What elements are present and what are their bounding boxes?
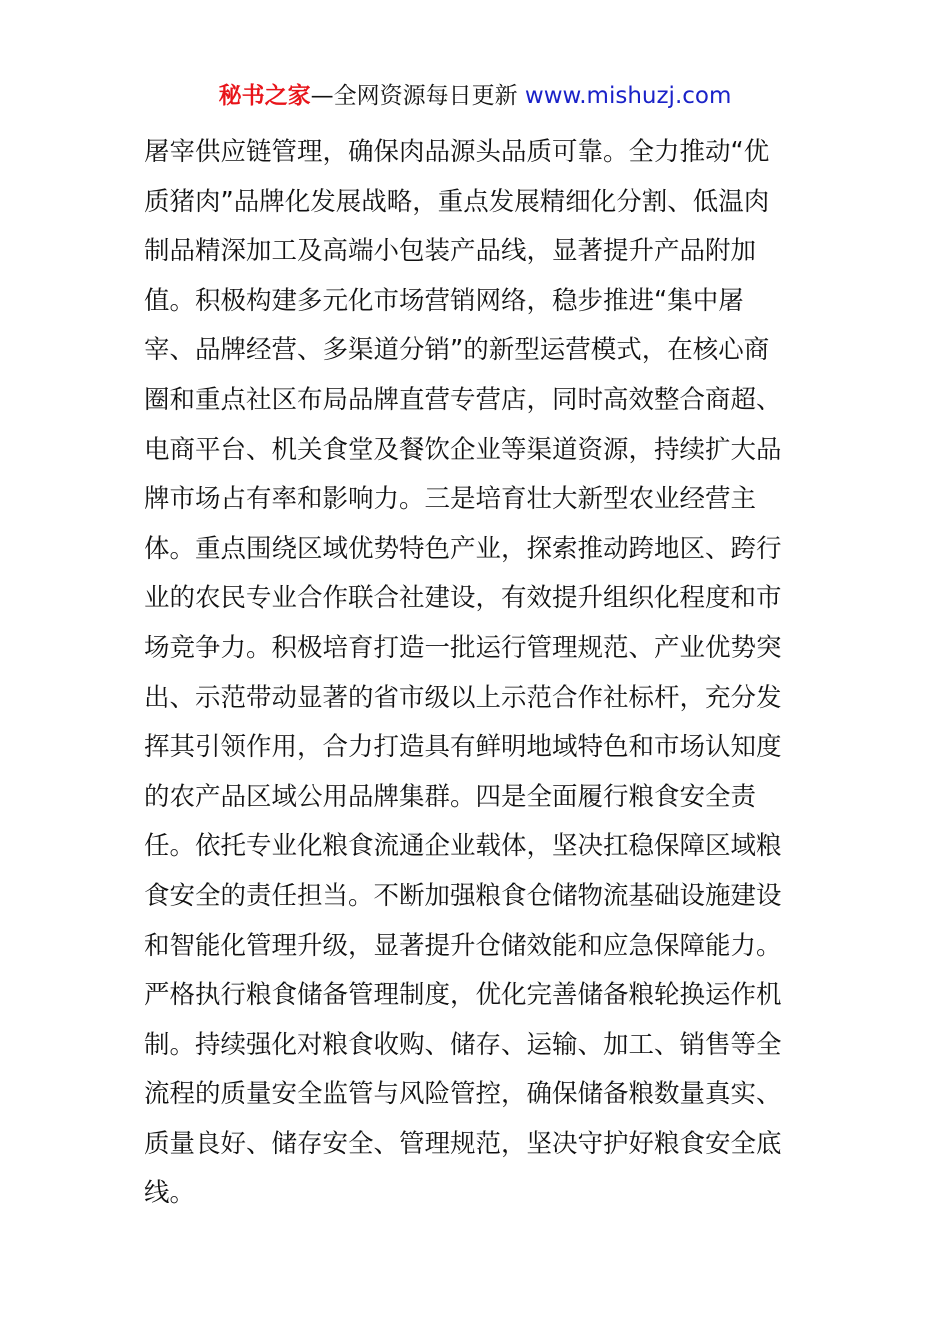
body-line: 质量良好、储存安全、管理规范，坚决守护好粮食安全底 <box>144 1128 782 1159</box>
body-line: 严格执行粮食储备管理制度，优化完善储备粮轮换运作机 <box>144 980 782 1011</box>
body-line: 场竞争力。积极培育打造一批运行管理规范、产业优势突 <box>144 632 782 663</box>
body-line: 流程的质量安全监管与风险管控，确保储备粮数量真实、 <box>144 1079 782 1110</box>
body-line: 线。 <box>144 1178 196 1209</box>
site-url-link[interactable]: www.mishuzj.com <box>524 83 732 109</box>
site-header <box>0 80 950 112</box>
body-line: 制。持续强化对粮食收购、储存、运输、加工、销售等全 <box>144 1029 782 1060</box>
body-line: 宰、品牌经营、多渠道分销”的新型运营模式，在核心商 <box>144 335 770 366</box>
body-line: 圈和重点社区布局品牌直营专营店，同时高效整合商超、 <box>144 384 782 415</box>
body-line: 挥其引领作用，合力打造具有鲜明地域特色和市场认知度 <box>144 732 782 763</box>
body-line: 质猪肉”品牌化发展战略，重点发展精细化分割、低温肉 <box>144 186 770 217</box>
body-line: 业的农民专业合作联合社建设，有效提升组织化程度和市 <box>144 583 782 614</box>
body-line: 出、示范带动显著的省市级以上示范合作社标杆，充分发 <box>144 682 782 713</box>
body-line: 屠宰供应链管理，确保肉品源头品质可靠。全力推动“优 <box>144 137 770 167</box>
body-line: 任。依托专业化粮食流通企业载体，坚决扛稳保障区域粮 <box>144 831 782 862</box>
body-line: 值。积极构建多元化市场营销网络，稳步推进“集中屠 <box>144 285 744 316</box>
body-line: 的农产品区域公用品牌集群。四是全面履行粮食安全责 <box>144 781 757 812</box>
brand-name: 秘书之家 <box>218 83 311 109</box>
body-line: 牌市场占有率和影响力。三是培育壮大新型农业经营主 <box>144 484 757 515</box>
header-tagline: —全网资源每日更新 <box>310 83 525 109</box>
document-body <box>144 128 814 1219</box>
body-line: 电商平台、机关食堂及餐饮企业等渠道资源，持续扩大品 <box>144 434 782 465</box>
body-line: 体。重点围绕区域优势特色产业，探索推动跨地区、跨行 <box>144 533 782 564</box>
body-line: 和智能化管理升级，显著提升仓储效能和应急保障能力。 <box>144 930 782 961</box>
body-line: 制品精深加工及高端小包装产品线，显著提升产品附加 <box>144 236 757 267</box>
body-line: 食安全的责任担当。不断加强粮食仓储物流基础设施建设 <box>144 880 782 911</box>
